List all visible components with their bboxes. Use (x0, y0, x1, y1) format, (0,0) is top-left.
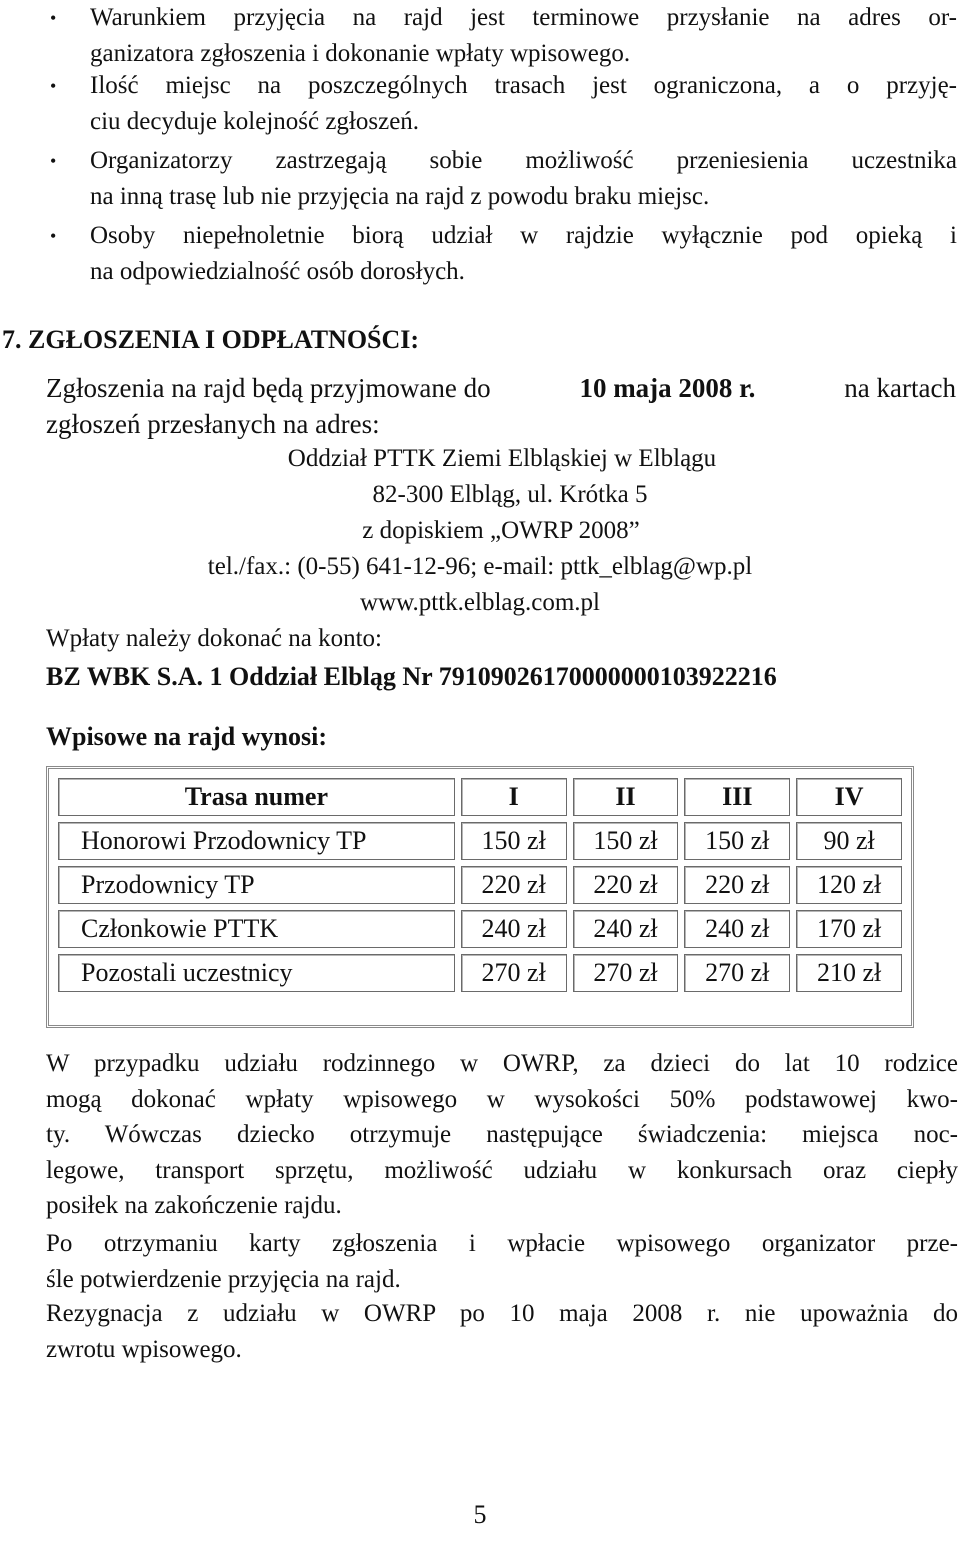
table-cell: 270 zł (573, 954, 679, 992)
table-cell: 270 zł (461, 954, 567, 992)
table-cell: 210 zł (796, 954, 902, 992)
family-paragraph (46, 1046, 960, 1224)
registration-line-2: zgłoszeń przesłanych na adres: (46, 409, 380, 439)
table-header-cell: I (461, 778, 567, 816)
table-row (58, 910, 902, 948)
bullet-icon: • (50, 8, 57, 28)
table-row-label: Członkowie PTTK (58, 910, 455, 948)
table-header-cell: II (573, 778, 679, 816)
list-item-line: Osoby niepełnoletnie biorą udział w rajdzie wyłącznie pod opieką i (90, 222, 957, 249)
payment-label: Wpłaty należy dokonać na konto: (46, 625, 382, 652)
address-line: Oddział PTTK Ziemi Elbląskiej w Elblągu (287, 445, 717, 472)
list-item (0, 143, 960, 215)
website-line: www.pttk.elblag.com.pl (359, 589, 600, 616)
list-item-line: ganizatora zgłoszenia i dokonanie wpłaty wpisowego. (90, 40, 631, 67)
table-header-row (58, 778, 902, 816)
paragraph-line: posiłek na zakończenie rajdu. (46, 1192, 342, 1219)
registration-paragraph (46, 370, 956, 442)
table-cell: 240 zł (684, 910, 790, 948)
paragraph-line: Rezygnacja z udziału w OWRP po 10 maja 2008 r. nie upoważnia do (46, 1300, 958, 1327)
table-cell: 270 zł (684, 954, 790, 992)
table-cell: 240 zł (461, 910, 567, 948)
fees-table (46, 766, 914, 1028)
list-item-line: Ilość miejsc na poszczególnych trasach jest ograniczona, a o przyję- (90, 72, 957, 99)
table-cell: 220 zł (461, 866, 567, 904)
registration-text: Zgłoszenia na rajd będą przyjmowane do (46, 373, 491, 403)
paragraph-line: Po otrzymaniu karty zgłoszenia i wpłacie wpisowego organizator prze- (46, 1230, 958, 1257)
list-item (0, 68, 960, 140)
table-header-cell: IV (796, 778, 902, 816)
list-item (0, 218, 960, 290)
registration-text-end: na kartach (844, 373, 956, 403)
paragraph-line: ty. Wówczas dziecko otrzymuje następujące świadczenia: miejsca noc- (46, 1121, 958, 1148)
address-line: 82-300 Elbląg, ul. Krótka 5 (372, 481, 648, 508)
paragraph-line: śle potwierdzenie przyjęcia na rajd. (46, 1265, 401, 1293)
table-header-cell: Trasa numer (58, 778, 455, 816)
table-cell: 220 zł (573, 866, 679, 904)
bullet-icon: • (50, 151, 57, 171)
table-row (58, 822, 902, 860)
bullet-icon: • (50, 226, 57, 246)
list-item-line: Warunkiem przyjęcia na rajd jest terminowe przysłanie na adres or- (90, 4, 957, 31)
page-number: 5 (473, 1500, 487, 1529)
address-line: z dopiskiem „OWRP 2008” (362, 517, 640, 544)
cancellation-paragraph (46, 1296, 960, 1367)
table-cell: 120 zł (796, 866, 902, 904)
list-item-line: ciu decyduje kolejność zgłoszeń. (90, 108, 420, 135)
table-row (58, 954, 902, 992)
table-row-label: Honorowi Przodownicy TP (58, 822, 455, 860)
table-row-label: Przodownicy TP (58, 866, 455, 904)
contact-line: tel./fax.: (0-55) 641-12-96; e-mail: pttk_elblag@wp.pl (207, 553, 753, 580)
list-item-line: Organizatorzy zastrzegają sobie możliwość przeniesienia uczestnika (90, 147, 957, 174)
table-cell: 150 zł (684, 822, 790, 860)
bullet-icon: • (50, 76, 57, 96)
paragraph-line: mogą dokonać wpłaty wpisowego w wysokości 50% podstawowej kwo- (46, 1085, 958, 1113)
table-cell: 150 zł (573, 822, 679, 860)
table-cell: 170 zł (796, 910, 902, 948)
list-item-line: na inną trasę lub nie przyjęcia na rajd z powodu braku miejsc. (90, 183, 710, 210)
table-row (58, 866, 902, 904)
paragraph-line: zwrotu wpisowego. (46, 1335, 242, 1363)
confirmation-paragraph (46, 1226, 960, 1297)
fees-heading: Wpisowe na rajd wynosi: (46, 722, 327, 751)
table-cell: 90 zł (796, 822, 902, 860)
section-heading: 7. ZGŁOSZENIA I ODPŁATNOŚCI: (2, 325, 420, 354)
address-block (0, 441, 960, 621)
table-cell: 220 zł (684, 866, 790, 904)
paragraph-line: legowe, transport sprzętu, możliwość udziału w konkursach oraz ciepły (46, 1156, 958, 1184)
table-cell: 240 zł (573, 910, 679, 948)
registration-deadline: 10 maja 2008 r. (579, 373, 756, 403)
table-header-cell: III (684, 778, 790, 816)
bank-account: BZ WBK S.A. 1 Oddział Elbląg Nr 79109026170000000103922216 (46, 662, 777, 691)
list-item (0, 0, 960, 72)
paragraph-line: W przypadku udziału rodzinnego w OWRP, za dzieci do lat 10 rodzice (46, 1050, 958, 1077)
table-row-label: Pozostali uczestnicy (58, 954, 455, 992)
table-cell: 150 zł (461, 822, 567, 860)
list-item-line: na odpowiedzialność osób dorosłych. (90, 258, 465, 285)
